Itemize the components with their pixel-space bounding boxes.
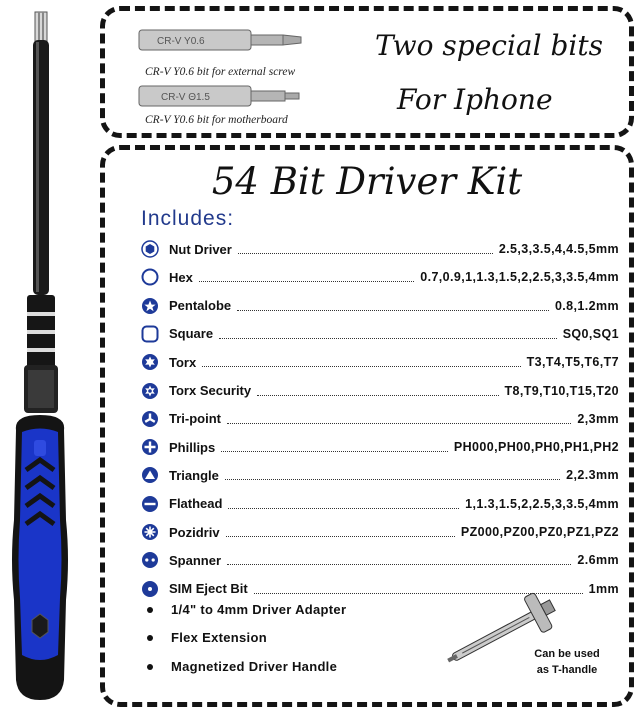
flathead-icon [141, 495, 159, 513]
extra-item-label: Flex Extension [171, 630, 267, 645]
torx-security-icon [141, 382, 159, 400]
bit-sizes: 2,2.3mm [566, 468, 619, 483]
bit-sizes: PH000,PH00,PH0,PH1,PH2 [453, 440, 619, 455]
triangle-icon [141, 466, 159, 484]
bit-name: Torx Security [169, 383, 252, 398]
dot-leader [199, 272, 414, 282]
bit-row [141, 266, 619, 288]
bit-row [141, 549, 619, 571]
bit-row [141, 323, 619, 345]
bit-1-caption: CR-V Y0.6 bit for external screw [145, 66, 296, 78]
dot-leader [238, 244, 493, 254]
bit-sizes: 0.8,1.2mm [554, 298, 619, 313]
bit-name: Triangle [169, 467, 219, 483]
bullet-icon [147, 635, 153, 641]
dot-leader [225, 470, 560, 480]
dot-leader [221, 442, 448, 452]
bit-sizes: T8,T9,T10,T15,T20 [504, 383, 619, 398]
bit-sizes: T3,T4,T5,T6,T7 [526, 355, 619, 370]
bit-row [141, 464, 619, 486]
bit-name: SIM Eject Bit [169, 581, 248, 597]
bit-name: Square [169, 326, 214, 342]
pozidriv-icon [141, 523, 159, 541]
bit-row [141, 295, 619, 317]
bit-sizes: 1,1.3,1.5,2,2.5,3,3.5,4mm [465, 496, 619, 511]
bit-name: Torx [169, 354, 197, 370]
bit-name: Phillips [169, 439, 216, 455]
tri-point-icon [141, 410, 159, 428]
bit-name: Pentalobe [169, 298, 232, 314]
bullet-icon [147, 664, 153, 670]
includes-label: Includes: [141, 207, 235, 230]
spanner-icon [141, 551, 159, 569]
bit-row [141, 493, 619, 515]
bit-name: Tri-point [169, 411, 221, 427]
t-handle-caption-line-2: as T-handle [536, 664, 598, 676]
bit-row [141, 408, 619, 430]
bit-row [141, 238, 619, 260]
dot-leader [228, 499, 459, 509]
sim-eject-icon [141, 580, 159, 598]
bit-name: Nut Driver [169, 241, 232, 257]
dot-leader [227, 414, 571, 424]
extra-item-label: 1/4" to 4mm Driver Adapter [171, 602, 347, 617]
bit-name: Spanner [169, 552, 222, 568]
bit-sizes: 2.5,3,3.5,4,4.5,5mm [498, 242, 619, 256]
special-bits-headline-1: Two special bits [375, 29, 603, 62]
bullet-icon [147, 607, 153, 613]
kit-panel [100, 145, 634, 707]
phillips-icon [141, 438, 159, 456]
extra-item [147, 630, 267, 645]
t-handle-caption [525, 646, 609, 678]
dot-leader [219, 329, 557, 339]
bit-2-marking: CR-V Θ1.5 [161, 92, 210, 103]
extra-item-label: Magnetized Driver Handle [171, 659, 338, 674]
hex-icon [141, 268, 159, 286]
bit-sizes: 1mm [588, 581, 619, 596]
torx-icon [141, 353, 159, 371]
bit-name: Flathead [169, 496, 223, 512]
bit-2-caption: CR-V Y0.6 bit for motherboard [145, 114, 288, 126]
bit-1-marking: CR-V Y0.6 [157, 36, 205, 47]
bit-row [141, 521, 619, 543]
screwdriver-image [0, 0, 80, 711]
bit-sizes: 2,3mm [577, 411, 619, 426]
bit-sizes: PZ000,PZ00,PZ0,PZ1,PZ2 [460, 525, 619, 539]
dot-leader [226, 527, 455, 537]
extra-item [147, 659, 337, 674]
dot-leader [257, 386, 498, 396]
special-bit-1-image [137, 27, 307, 53]
bit-name: Pozidriv [169, 524, 220, 540]
t-handle-caption-line-1: Can be used [534, 648, 600, 660]
bit-row [141, 351, 619, 373]
kit-title: 54 Bit Driver Kit [211, 160, 523, 203]
dot-leader [237, 301, 549, 311]
special-bits-headline-2: For Iphone [397, 83, 553, 116]
bit-sizes: SQ0,SQ1 [562, 326, 619, 341]
special-bits-panel [100, 6, 634, 138]
bit-row [141, 436, 619, 458]
extra-item [147, 602, 346, 617]
dot-leader [202, 357, 520, 367]
bit-row [141, 380, 619, 402]
bit-sizes: 0.7,0.9,1,1.3,1.5,2,2.5,3,3.5,4mm [420, 270, 619, 285]
dot-leader [227, 555, 571, 565]
bit-name: Hex [169, 269, 193, 285]
square-icon [141, 325, 159, 343]
pentalobe-icon [141, 297, 159, 315]
special-bit-2-image [137, 83, 307, 109]
nut-driver-icon [141, 240, 159, 258]
bit-sizes: 2.6mm [577, 553, 619, 568]
